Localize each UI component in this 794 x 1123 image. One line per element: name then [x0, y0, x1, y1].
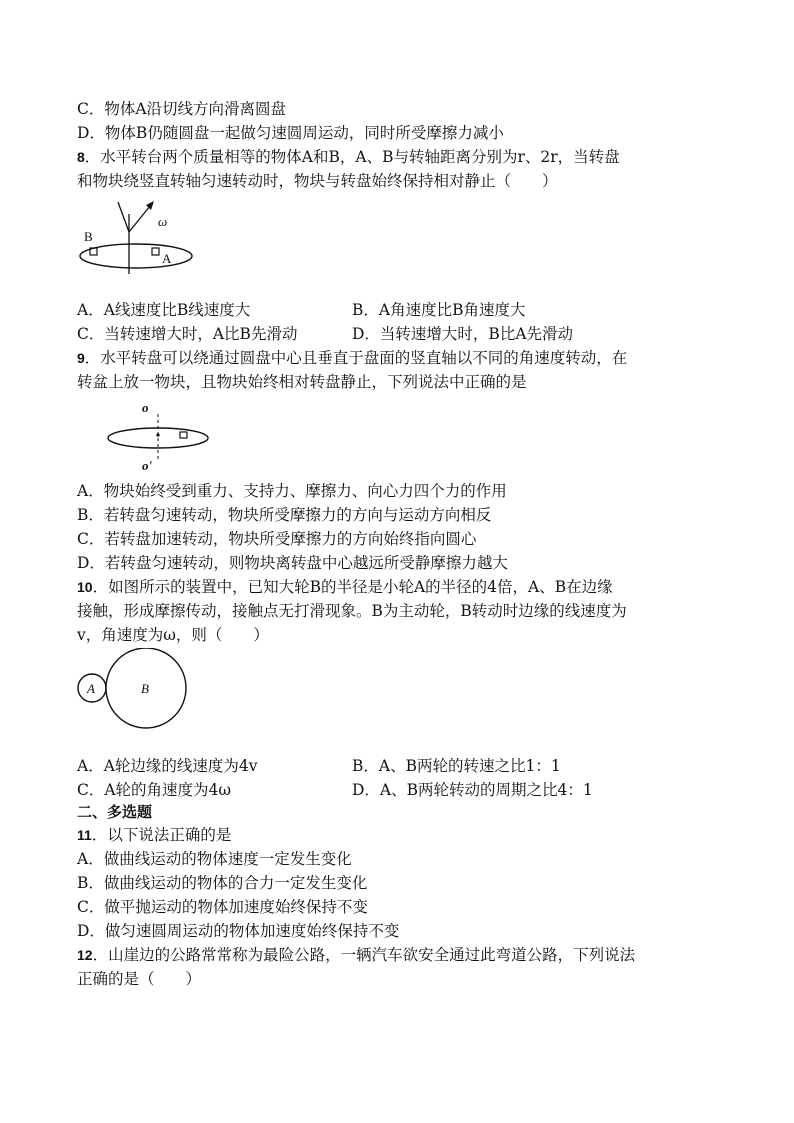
q8-turntable-figure [78, 196, 198, 276]
q11-option-a: A．做曲线运动的物体速度一定发生变化 [77, 850, 352, 868]
q8-option-d: D．当转速增大时，B比A先滑动 [352, 325, 574, 343]
q11-number: 11 [77, 827, 92, 843]
q7-option-d: D．物体B仍随圆盘一起做匀速圆周运动，同时所受摩擦力减小 [77, 124, 504, 142]
q8-number: 8 [77, 149, 85, 165]
q11-text-line1: ．以下说法正确的是 [91, 826, 232, 844]
q12-stem-line2: 正确的是（ ） [77, 970, 202, 988]
q9-option-c: C．若转盘加速转动，物块所受摩擦力的方向始终指向圆心 [77, 530, 477, 548]
q8-text-line1: ．水平转台两个质量相等的物体A和B，A、B与转轴距离分别为r、2r，当转盘 [84, 148, 620, 166]
q10-option-c: C．A轮的角速度为4ω [77, 781, 232, 799]
section-heading-multiple-choice: 二、多选题 [77, 803, 153, 821]
q10-stem-line3: v，角速度为ω，则（ ） [77, 626, 269, 644]
q8-label-b: B [84, 229, 93, 244]
q9-option-a: A．物块始终受到重力、支持力、摩擦力、向心力四个力的作用 [77, 482, 507, 500]
q8-option-b: B．A角速度比B角速度大 [352, 301, 526, 319]
q9-option-b: B．若转盘匀速转动，物块所受摩擦力的方向与运动方向相反 [77, 506, 492, 524]
q9-text-line1: ．水平转盘可以绕通过圆盘中心且垂直于盘面的竖直轴以不同的角速度转动，在 [84, 349, 628, 367]
q8-stem-line1 [77, 147, 620, 167]
q9-number: 9 [77, 350, 85, 366]
q10-wheels-figure [76, 648, 192, 734]
q12-stem-line1 [77, 945, 635, 965]
q8-label-a: A [162, 251, 172, 266]
q8-label-omega: ω [158, 214, 168, 229]
q12-number: 12 [77, 947, 93, 963]
q11-option-b: B．做曲线运动的物体的合力一定发生变化 [77, 874, 368, 892]
q9-stem-line2: 转盆上放一物块，且物块始终相对转盘静止，下列说法中正确的是 [77, 373, 527, 391]
q10-option-b: B．A、B两轮的转速之比1：1 [352, 757, 561, 775]
q12-text-line1: ．山崖边的公路常常称为最险公路，一辆汽车欲安全通过此弯道公路，下列说法 [92, 946, 636, 964]
q10-stem-line2: 接触，形成摩擦传动，接触点无打滑现象。B为主动轮，B转动时边缘的线速度为 [77, 602, 627, 620]
q10-option-a: A．A轮边缘的线速度为4v [77, 757, 258, 775]
q10-stem-line1 [77, 577, 613, 597]
q9-option-d: D．若转盘匀速转动，则物块离转盘中心越远所受静摩擦力越大 [77, 554, 508, 572]
q7-option-c: C．物体A沿切线方向滑离圆盘 [77, 100, 287, 118]
q11-option-d: D．做匀速圆周运动的物体加速度始终保持不变 [77, 922, 400, 940]
q11-option-c: C．做平抛运动的物体加速度始终保持不变 [77, 898, 368, 916]
q9-label-o-bottom: o' [142, 458, 153, 473]
q10-text-line1: ．如图所示的装置中，已知大轮B的半径是小轮A的半径的4倍，A、B在边缘 [92, 578, 613, 596]
q10-label-b: B [141, 681, 149, 696]
q10-label-a: A [87, 681, 95, 696]
q8-option-c: C．当转速增大时，A比B先滑动 [77, 325, 298, 343]
q9-label-o-top: o [142, 400, 149, 415]
q10-option-d: D．A、B两轮转动的周期之比4：1 [352, 781, 593, 799]
q8-option-a: A．A线速度比B线速度大 [77, 301, 251, 319]
q10-number: 10 [77, 579, 93, 595]
q11-stem-line1 [77, 825, 231, 845]
q8-stem-line2: 和物块绕竖直转轴匀速转动时，物块与转盘始终保持相对静止（ ） [77, 172, 558, 190]
q9-turntable-figure [104, 398, 214, 476]
q9-stem-line1 [77, 348, 627, 368]
